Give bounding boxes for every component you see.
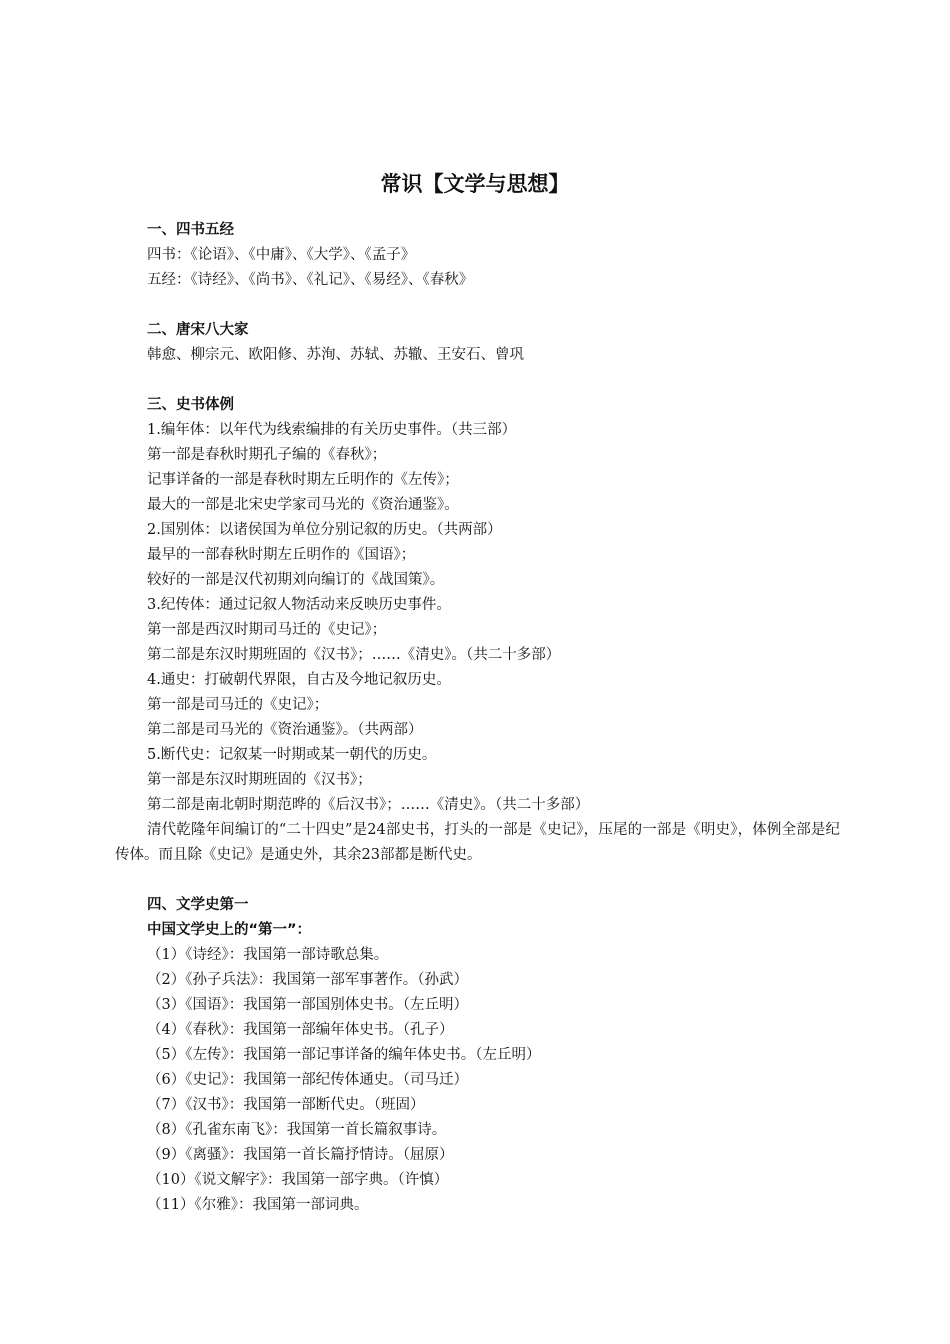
- history-line: 第二部是司马光的《资治通鉴》。（共两部）: [147, 722, 423, 738]
- section-heading-literary-firsts: 四、文学史第一: [147, 897, 249, 913]
- spacer: [115, 293, 840, 318]
- history-line: 较好的一部是汉代初期刘向编订的《战国策》。: [147, 572, 445, 588]
- history-line: 第一部是司马迁的《史记》；: [147, 697, 329, 713]
- history-line: 1.编年体：以年代为线索编排的有关历史事件。（共三部）: [147, 422, 517, 438]
- section-heading-historiography: 三、史书体例: [147, 397, 234, 413]
- history-line: 第一部是西汉时期司马迁的《史记》；: [147, 622, 387, 638]
- history-line: 最早的一部春秋时期左丘明作的《国语》；: [147, 547, 416, 563]
- list-item: （1）《诗经》：我国第一部诗歌总集。: [147, 947, 389, 963]
- list-item: （3）《国语》：我国第一部国别体史书。（左丘明）: [147, 997, 468, 1013]
- list-item: （9）《离骚》：我国第一首长篇抒情诗。（屈原）: [147, 1147, 454, 1163]
- history-line: 5.断代史：记叙某一时期或某一朝代的历史。: [147, 747, 437, 763]
- page-title: 常识【文学与思想】: [380, 172, 570, 196]
- twenty-four-histories-paragraph: 清代乾隆年间编订的“二十四史”是24部史书，打头的一部是《史记》，压尾的一部是《明史》，体例全部是纪传体。而且除《史记》是通史外，其余23部都是断代史。: [115, 822, 840, 863]
- list-item: （11）《尔雅》：我国第一部词典。: [147, 1197, 369, 1213]
- eight-masters-line: 韩愈、柳宗元、欧阳修、苏洵、苏轼、苏辙、王安石、曾巩: [147, 347, 524, 363]
- history-line: 第二部是南北朝时期范晔的《后汉书》；……《清史》。（共二十多部）: [147, 797, 590, 813]
- section-heading-four-books: 一、四书五经: [147, 222, 234, 238]
- four-books-line: 四书：《论语》、《中庸》、《大学》、《孟子》: [147, 247, 416, 263]
- spacer: [115, 368, 840, 393]
- history-line: 第一部是春秋时期孔子编的《春秋》；: [147, 447, 387, 463]
- list-item: （4）《春秋》：我国第一部编年体史书。（孔子）: [147, 1022, 454, 1038]
- spacer: [115, 868, 840, 893]
- history-line: 3.纪传体：通过记叙人物活动来反映历史事件。: [147, 597, 451, 613]
- history-line: 记事详备的一部是春秋时期左丘明作的《左传》；: [147, 472, 459, 488]
- list-item: （8）《孔雀东南飞》：我国第一首长篇叙事诗。: [147, 1122, 447, 1138]
- document-body: [115, 218, 840, 1218]
- history-line: 4.通史：打破朝代界限，自古及今地记叙历史。: [147, 672, 451, 688]
- list-item: （10）《说文解字》：我国第一部字典。（许慎）: [147, 1172, 449, 1188]
- history-line: 第二部是东汉时期班固的《汉书》；……《清史》。（共二十多部）: [147, 647, 561, 663]
- section-heading-eight-masters: 二、唐宋八大家: [147, 322, 249, 338]
- literary-firsts-subheading: 中国文学史上的“第一”：: [147, 922, 312, 938]
- five-classics-line: 五经：《诗经》、《尚书》、《礼记》、《易经》、《春秋》: [147, 272, 474, 288]
- history-line: 第一部是东汉时期班固的《汉书》；: [147, 772, 372, 788]
- list-item: （6）《史记》：我国第一部纪传体通史。（司马迁）: [147, 1072, 468, 1088]
- history-line: 最大的一部是北宋史学家司马光的《资治通鉴》。: [147, 497, 459, 513]
- list-item: （2）《孙子兵法》：我国第一部军事著作。（孙武）: [147, 972, 468, 988]
- list-item: （5）《左传》：我国第一部记事详备的编年体史书。（左丘明）: [147, 1047, 541, 1063]
- history-line: 2.国别体：以诸侯国为单位分别记叙的历史。（共两部）: [147, 522, 502, 538]
- list-item: （7）《汉书》：我国第一部断代史。（班固）: [147, 1097, 425, 1113]
